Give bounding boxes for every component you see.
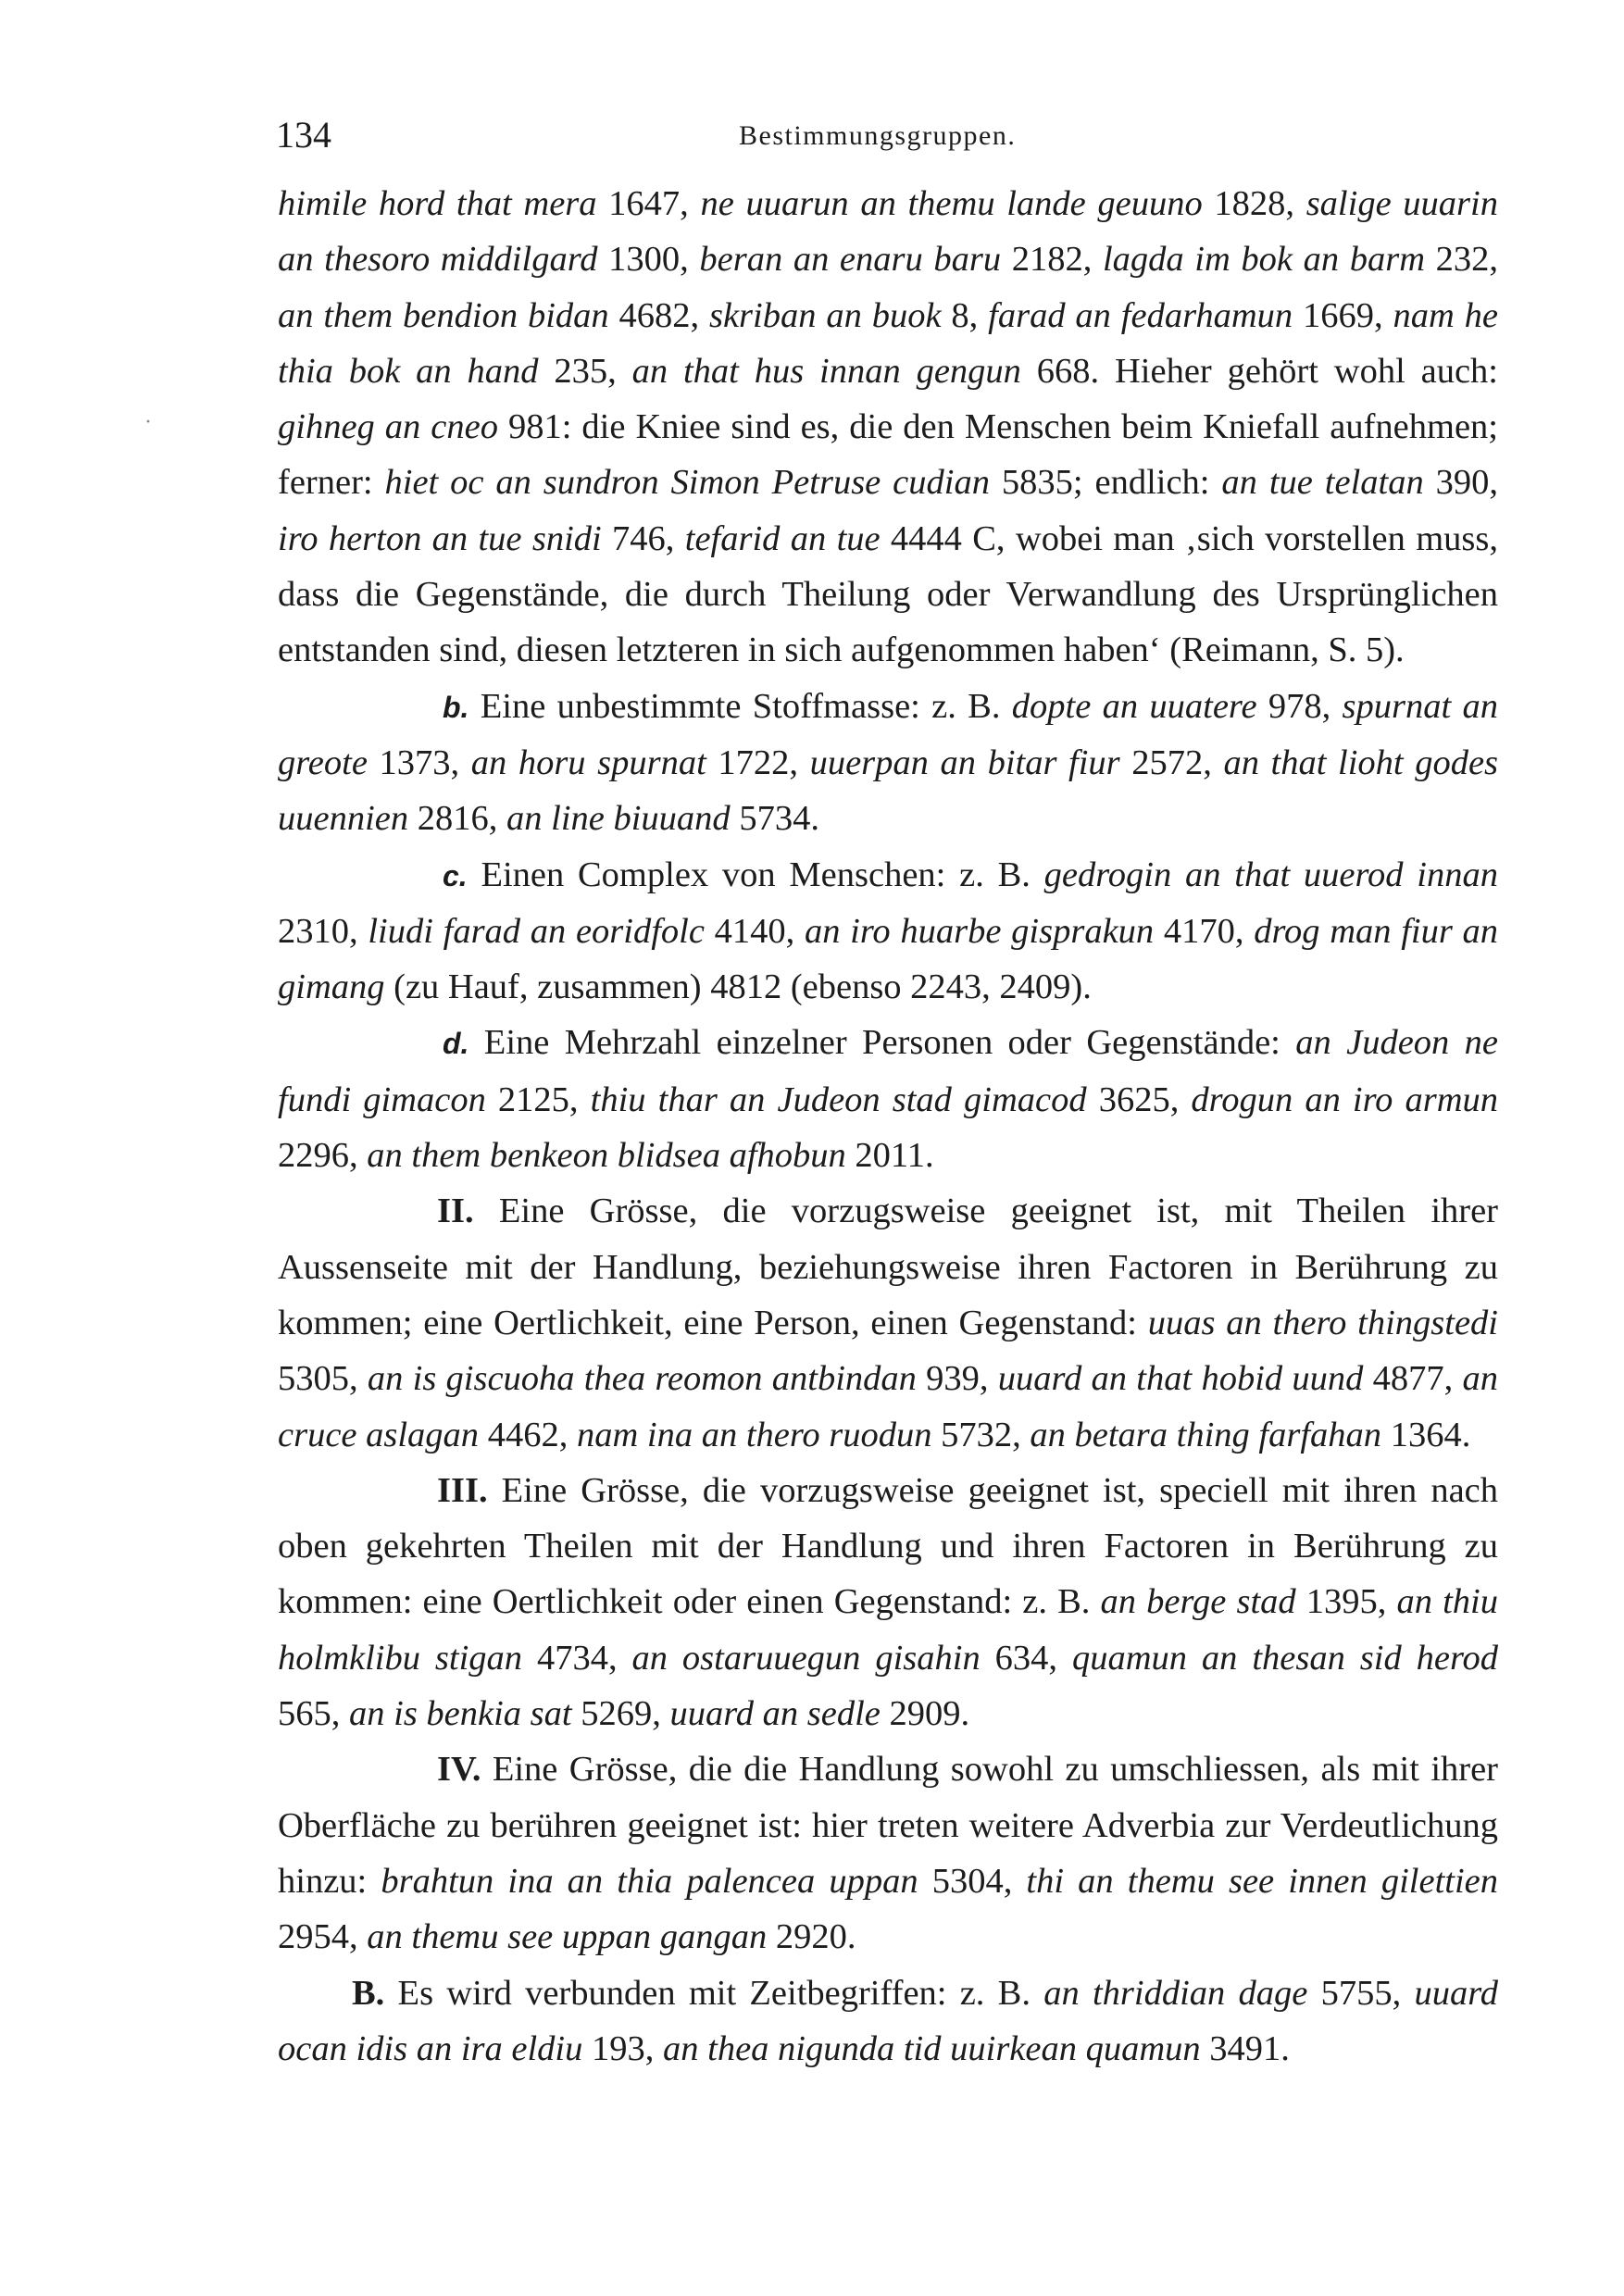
body-text: 1647, xyxy=(596,184,701,223)
quoted-text: lagda im bok an barm xyxy=(1102,240,1426,280)
quoted-text: an them benkeon blidsea afhobun xyxy=(367,1136,846,1176)
paragraph-c xyxy=(278,847,1498,1016)
quoted-text: farad an fedarhamun xyxy=(988,295,1293,335)
body-text: 2011. xyxy=(845,1136,934,1176)
paragraph-III xyxy=(278,1463,1498,1741)
quoted-text: an themu see uppan gangan xyxy=(367,1917,768,1957)
body-text: 5732, xyxy=(931,1415,1031,1454)
quoted-text: an thea nigunda tid uuirkean quamun xyxy=(663,2028,1201,2068)
margin-mark: · xyxy=(144,410,152,434)
body-text: 2572, xyxy=(1119,742,1224,782)
quoted-text: uuerpan an bitar fiur xyxy=(809,742,1120,782)
quoted-text: tefarid an tue xyxy=(684,518,881,558)
section-label-b: b. xyxy=(443,690,469,724)
quoted-text: an them bendion bidan xyxy=(278,295,609,335)
body-text: Eine Grösse, die die Handlung sowohl zu umschliessen, als mit ihrer Oberfläche zu berühren geeignet ist: hier treten weitere Adverbia zur Verdeutlichung hinzu: xyxy=(278,1750,1498,1901)
body-text: 2125, xyxy=(485,1079,591,1119)
body-text: Einen Complex von Menschen: z. B. xyxy=(467,855,1044,894)
quoted-text: quamun an thesan sid herod xyxy=(1071,1638,1499,1678)
body-text: 4682, xyxy=(608,295,709,335)
page-body xyxy=(278,176,1498,2077)
body-text: 1395, xyxy=(1295,1582,1397,1622)
body-text: 2909. xyxy=(880,1694,970,1734)
section-label-d: d. xyxy=(443,1027,469,1061)
quoted-text: nam ina an thero ruodun xyxy=(576,1415,932,1454)
quoted-text: nam he thia bok an hand xyxy=(278,295,1499,391)
body-text: 2816, xyxy=(408,799,506,839)
quoted-text: beran an enaru baru xyxy=(699,240,1002,280)
quoted-text: drogun an iro armun xyxy=(1191,1079,1499,1119)
body-text: 668. Hieher gehört wohl auch: xyxy=(1020,351,1499,391)
body-text: 4877, xyxy=(1363,1359,1463,1399)
paragraph-1 xyxy=(278,176,1498,679)
body-text: 5269, xyxy=(571,1694,670,1734)
body-text: 5304, xyxy=(918,1861,1027,1901)
paragraph-IV xyxy=(278,1741,1498,1965)
body-text: 4140, xyxy=(704,911,805,951)
body-text: 5305, xyxy=(278,1359,368,1399)
body-text: 4462, xyxy=(479,1415,577,1454)
body-text: 4444 C, wobei man ‚sich vorstellen muss, dass die Gegenstände, die durch Theilung oder Verwandlung des Ursprünglichen entstanden sind, diesen letzteren in sich aufgenommen haben‘ (Reimann, S. 5). xyxy=(278,518,1498,670)
body-text: Eine unbestimmte Stoffmasse: z. B. xyxy=(468,686,1012,726)
body-text: Es wird verbunden mit Zeitbegriffen: z. B. xyxy=(384,1973,1044,2013)
body-text: 4734, xyxy=(522,1638,632,1678)
body-text: 4170, xyxy=(1154,911,1255,951)
body-text: 939, xyxy=(916,1359,998,1399)
body-text: 1364. xyxy=(1381,1415,1471,1454)
body-text: 3491. xyxy=(1200,2028,1290,2068)
body-text: 1828, xyxy=(1202,184,1306,223)
body-text: 981: die Kniee sind es, die den Menschen beim Kniefall aufnehmen; ferner: xyxy=(278,407,1498,503)
body-text: Eine Mehrzahl einzelner Personen oder Gegenstände: xyxy=(468,1023,1296,1063)
body-text: 1373, xyxy=(367,742,471,782)
quoted-text: an tue telatan xyxy=(1221,463,1424,503)
body-text: 2920. xyxy=(767,1917,856,1957)
body-text: 1300, xyxy=(597,240,700,280)
quoted-text: thi an themu see innen gilettien xyxy=(1026,1861,1499,1901)
quoted-text: brahtun ina an thia palencea uppan xyxy=(381,1861,918,1901)
quoted-text: an that lioht godes uuennien xyxy=(278,742,1499,839)
quoted-text: salige uuarin an thesoro middilgard xyxy=(278,184,1498,280)
quoted-text: skriban an buok xyxy=(708,295,942,335)
quoted-text: an that hus innan gengun xyxy=(631,351,1021,391)
page-number: 134 xyxy=(276,114,331,156)
body-text: 8, xyxy=(941,295,989,335)
paragraph-b xyxy=(278,679,1498,847)
quoted-text: thiu thar an Judeon stad gimacod xyxy=(590,1079,1087,1119)
quoted-text: an thiu holmklibu stigan xyxy=(278,1582,1498,1678)
body-text: 2954, xyxy=(278,1917,368,1957)
body-text: 390, xyxy=(1423,463,1499,503)
body-text: 2296, xyxy=(278,1136,368,1176)
quoted-text: uuas an thero thingstedi xyxy=(1147,1303,1498,1342)
body-text: 978, xyxy=(1256,686,1343,726)
quoted-text: an berge stad xyxy=(1100,1582,1296,1622)
quoted-text: uuard an sedle xyxy=(669,1694,881,1734)
quoted-text: an is giscuoha thea reomon antbindan xyxy=(367,1359,917,1399)
running-title: Bestimmungsgruppen. xyxy=(739,120,1017,151)
paragraph-d xyxy=(278,1015,1498,1183)
body-text: 235, xyxy=(538,351,632,391)
body-text: 5835; endlich: xyxy=(989,463,1222,503)
quoted-text: dopte an uuatere xyxy=(1011,686,1257,726)
body-text: 1669, xyxy=(1293,295,1393,335)
quoted-text: an cruce aslagan xyxy=(278,1359,1498,1454)
quoted-text: iro herton an tue snidi xyxy=(278,518,602,558)
quoted-text: uuard an that hobid uund xyxy=(997,1359,1364,1399)
body-text: 5755, xyxy=(1307,1973,1415,2013)
quoted-text: an thriddian dage xyxy=(1043,1973,1308,2013)
quoted-text: an is benkia sat xyxy=(349,1694,572,1734)
section-label-III: III. xyxy=(437,1470,488,1510)
quoted-text: hiet oc an sundron Simon Petruse cudian xyxy=(384,463,990,503)
quoted-text: an Judeon ne fundi gimacon xyxy=(278,1023,1499,1119)
page-header xyxy=(276,113,1498,165)
quoted-text: gihneg an cneo xyxy=(278,407,498,447)
quoted-text: spurnat an greote xyxy=(278,686,1499,782)
body-text: Eine Grösse, die vorzugsweise geeignet ist, speciell mit ihren nach oben gekehrten Theilen mit der Handlung und ihren Factoren in Berührung zu kommen: eine Oertlichkeit oder einen Gegenstand: z. B. xyxy=(278,1470,1498,1622)
body-text: 5734. xyxy=(730,799,819,839)
body-text: 1722, xyxy=(706,742,810,782)
section-label-B: B. xyxy=(352,1973,385,2013)
body-text: (zu Hauf, zusammen) 4812 (ebenso 2243, 2409). xyxy=(384,967,1092,1007)
body-text: 3625, xyxy=(1086,1079,1192,1119)
body-text: 193, xyxy=(582,2028,663,2068)
body-text: 2310, xyxy=(278,911,369,951)
body-text: 565, xyxy=(278,1694,349,1734)
paragraph-B xyxy=(278,1965,1498,2078)
quoted-text: gedrogin an that uuerod innan xyxy=(1043,855,1499,894)
quoted-text: an horu spurnat xyxy=(470,742,706,782)
body-text: 634, xyxy=(980,1638,1072,1678)
quoted-text: liudi farad an eoridfolc xyxy=(368,911,705,951)
quoted-text: an betara thing farfahan xyxy=(1030,1415,1382,1454)
quoted-text: an iro huarbe gisprakun xyxy=(804,911,1155,951)
body-text: 746, xyxy=(601,518,685,558)
section-label-II: II. xyxy=(437,1192,474,1231)
body-text: 232, xyxy=(1425,240,1499,280)
quoted-text: an line biuuand xyxy=(506,799,731,839)
section-label-c: c. xyxy=(443,858,468,892)
section-label-IV: IV. xyxy=(437,1750,481,1790)
paragraph-II xyxy=(278,1183,1498,1462)
quoted-text: drog man fiur an gimang xyxy=(278,911,1499,1007)
body-text: Eine Grösse, die vorzugsweise geeignet ist, mit Theilen ihrer Aussenseite mit der Handlung, beziehungsweise ihren Factoren in Berührung zu kommen; eine Oertlichkeit, eine Person, einen Gegenstand: xyxy=(278,1192,1498,1342)
quoted-text: an ostaruuegun gisahin xyxy=(631,1638,981,1678)
body-text: 2182, xyxy=(1001,240,1103,280)
quoted-text: uuard ocan idis an ira eldiu xyxy=(278,1973,1498,2068)
quoted-text: ne uuarun an themu lande geuuno xyxy=(700,184,1203,223)
quoted-text: himile hord that mera xyxy=(278,184,597,223)
